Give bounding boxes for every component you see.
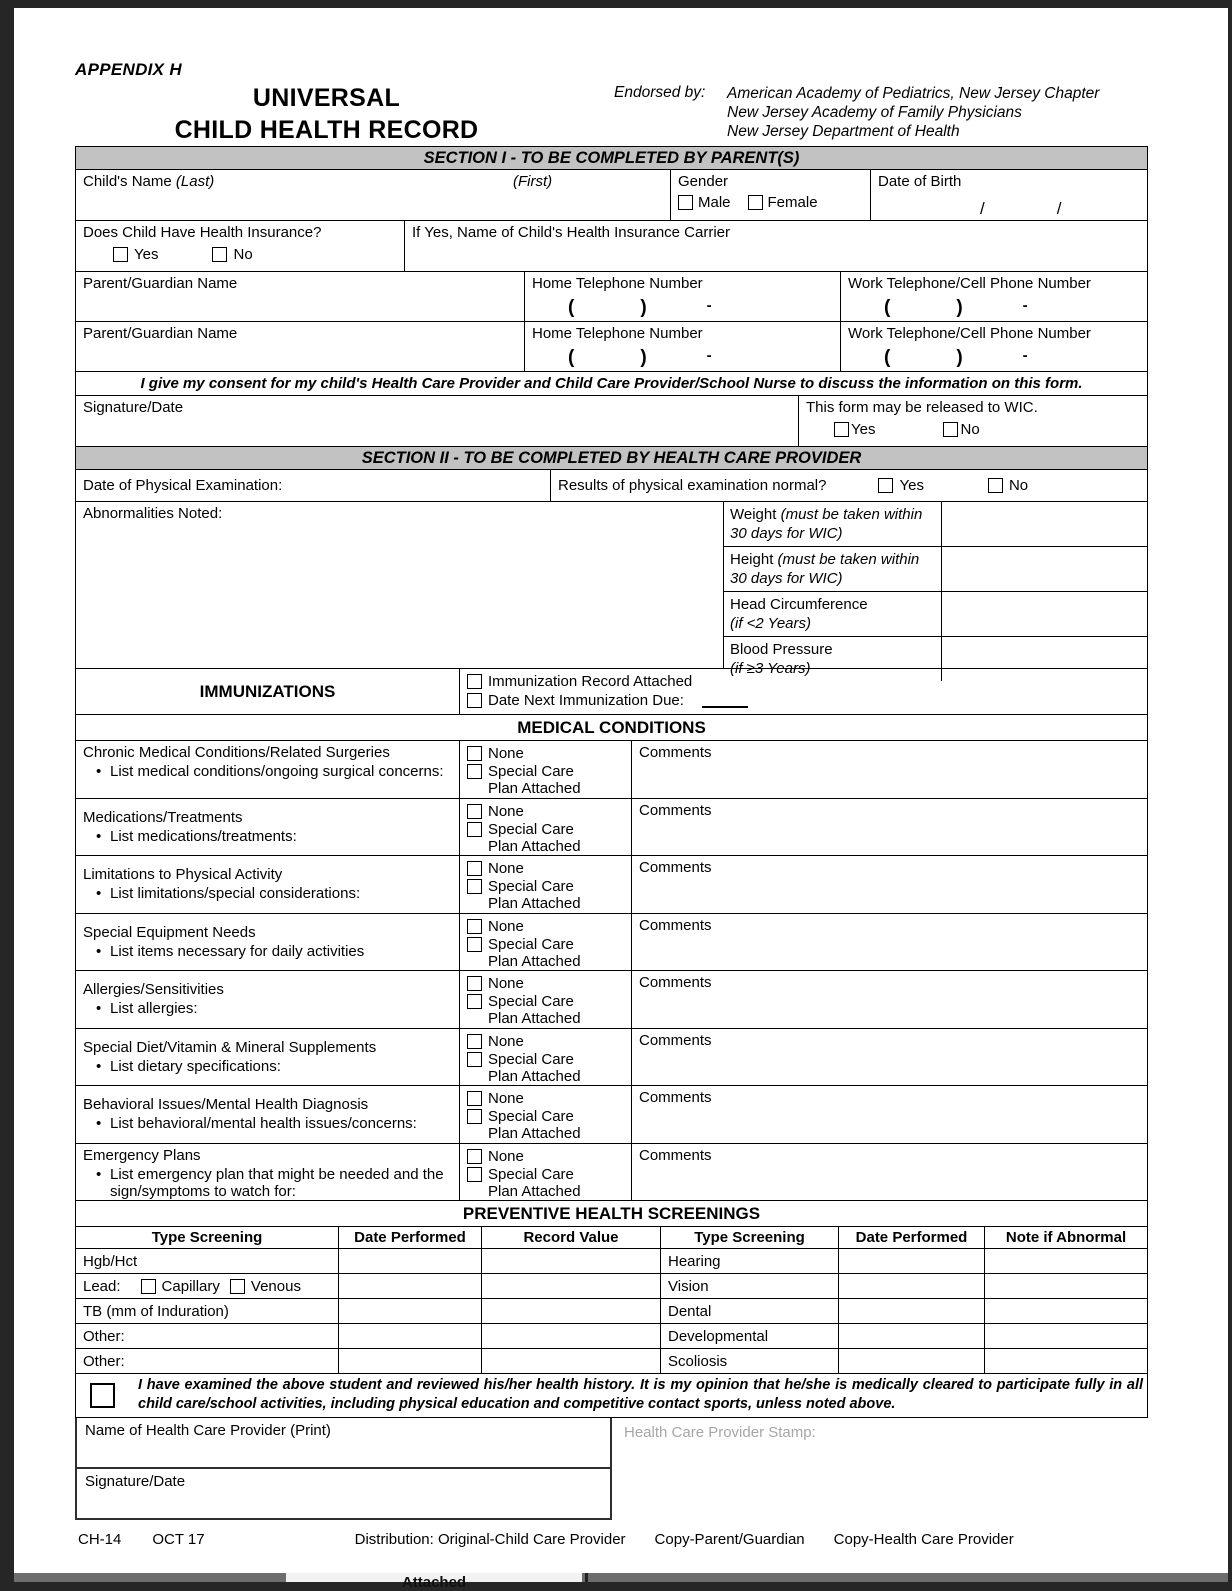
female-label: Female [767, 194, 818, 211]
lead-capillary-checkbox[interactable] [141, 1279, 156, 1294]
consent-statement: I give my consent for my child's Health Care Provider and Child Care Provider/School Nurse to discuss the information on this form. [76, 372, 1147, 396]
column-header: Date Performed [339, 1227, 482, 1248]
condition-checkbox-cell [460, 741, 632, 798]
next-page-fragment [14, 1573, 1228, 1591]
measurement-value-cell [942, 592, 1147, 636]
special-care-plan-checkbox[interactable] [467, 1167, 482, 1182]
none-checkbox[interactable] [467, 976, 482, 991]
parent1-work-phone-field [841, 272, 1147, 321]
condition-bullet: • List medical conditions/ongoing surgical concerns: [83, 763, 452, 780]
screening-type: Developmental [661, 1324, 839, 1348]
condition-checkbox-cell [460, 1144, 632, 1201]
section2-header: SECTION II - TO BE COMPLETED BY HEALTH CARE PROVIDER [76, 447, 1147, 470]
measurement-value-cell [942, 502, 1147, 546]
note-abnormal-cell [985, 1349, 1147, 1373]
immunizations-label: IMMUNIZATIONS [76, 669, 460, 714]
condition-title: Chronic Medical Conditions/Related Surgeries [83, 744, 390, 761]
none-checkbox[interactable] [467, 1091, 482, 1106]
last-label: (Last) [175, 173, 215, 190]
work-phone-label: Work Telephone/Cell Phone Number [848, 325, 1091, 342]
first-label: (First) [513, 173, 553, 190]
special-care-plan-label: Special Care Plan Attached [488, 1050, 581, 1085]
none-label: None [488, 860, 524, 877]
condition-bullet: • List emergency plan that might be needed and the sign/symptoms to watch for: [83, 1166, 452, 1200]
parent-name-label: Parent/Guardian Name [83, 325, 238, 342]
screening-type-lead [76, 1274, 339, 1298]
date-performed-cell [339, 1249, 482, 1273]
screening-type: Scoliosis [661, 1349, 839, 1373]
insurance-carrier-field [405, 221, 1147, 271]
condition-row [76, 741, 1147, 799]
record-value-cell [482, 1299, 661, 1323]
condition-bullet: • List dietary specifications: [83, 1058, 452, 1075]
gender-field [671, 170, 871, 220]
date-of-birth-blank [878, 199, 1140, 219]
none-checkbox[interactable] [467, 1149, 482, 1164]
column-header: Record Value [482, 1227, 661, 1248]
attestation-checkbox-cell [76, 1374, 128, 1417]
none-label: None [488, 802, 524, 820]
condition-row [76, 1029, 1147, 1087]
comments-label: Comments [639, 744, 712, 761]
screening-type: Vision [661, 1274, 839, 1298]
date-performed-cell [839, 1299, 985, 1323]
dash: - [706, 347, 712, 364]
special-care-plan-label: Special Care Plan Attached [488, 1165, 581, 1200]
phone-blank [532, 347, 833, 369]
parent1-home-phone-field [525, 272, 841, 321]
special-care-plan-checkbox[interactable] [467, 1052, 482, 1067]
screening-type: Hgb/Hct [76, 1249, 339, 1273]
none-label: None [488, 917, 524, 935]
paren-open: ( [884, 297, 891, 318]
comments-cell [632, 914, 1147, 971]
comments-cell [632, 1029, 1147, 1086]
wic-label: This form may be released to WIC. [806, 399, 1038, 416]
measurement-note: (must be taken within 30 days for WIC) [730, 506, 923, 542]
exam-row [76, 470, 1147, 502]
insurance-question-field [76, 221, 405, 271]
condition-title: Behavioral Issues/Mental Health Diagnosis [83, 1096, 369, 1113]
provider-area [75, 1418, 1148, 1520]
endorser: New Jersey Department of Health [727, 123, 960, 140]
provider-stamp-label: Health Care Provider Stamp: [624, 1424, 816, 1441]
note-abnormal-cell [985, 1274, 1147, 1298]
date-performed-cell [339, 1299, 482, 1323]
note-abnormal-cell [985, 1249, 1147, 1273]
dash: - [1022, 347, 1028, 364]
date-performed-cell [339, 1349, 482, 1373]
measurement-row [724, 502, 1147, 547]
condition-bullet: • List behavioral/mental health issues/concerns: [83, 1115, 452, 1132]
next-page-divider [585, 1573, 588, 1582]
screening-row [76, 1274, 1147, 1299]
signature-row [76, 396, 1147, 447]
condition-checkbox-cell [460, 914, 632, 971]
page-title [154, 82, 499, 146]
none-label: None [488, 975, 524, 992]
special-care-plan-checkbox[interactable] [467, 994, 482, 1009]
parent-signature-field [76, 396, 799, 446]
abnormalities-row [76, 502, 1147, 677]
date-performed-cell [839, 1324, 985, 1348]
condition-checkbox-cell [460, 971, 632, 1028]
appendix-label: APPENDIX H [75, 60, 182, 79]
dash: - [1022, 297, 1028, 314]
female-checkbox[interactable] [748, 195, 763, 210]
measurement-value-cell [942, 547, 1147, 591]
paren-close: ) [956, 297, 963, 318]
none-checkbox[interactable] [467, 804, 482, 819]
none-checkbox[interactable] [467, 746, 482, 761]
results-no-checkbox[interactable] [988, 478, 1003, 493]
male-checkbox[interactable] [678, 195, 693, 210]
screening-type: TB (mm of Induration) [76, 1299, 339, 1323]
capillary-label: Capillary [161, 1277, 220, 1295]
screening-type: Other: [76, 1324, 339, 1348]
insurance-row [76, 221, 1147, 272]
condition-row [76, 1144, 1147, 1202]
condition-bullet: • List items necessary for daily activities [83, 943, 452, 960]
screening-type: Dental [661, 1299, 839, 1323]
attestation-checkbox[interactable] [90, 1383, 115, 1408]
exam-results-label: Results of physical examination normal? [558, 477, 827, 494]
condition-title-cell [76, 914, 460, 971]
title-line-1: UNIVERSAL [252, 84, 401, 112]
condition-bullet: • List medications/treatments: [83, 828, 452, 845]
condition-title-cell [76, 799, 460, 856]
comments-cell [632, 971, 1147, 1028]
child-name-row [76, 170, 1147, 221]
footer [75, 1531, 1148, 1548]
screening-row [76, 1349, 1147, 1374]
form-table [75, 146, 1148, 1418]
endorser: New Jersey Academy of Family Physicians [727, 104, 1022, 121]
special-care-plan-label: Special Care Plan Attached [488, 935, 581, 970]
special-care-plan-checkbox[interactable] [467, 764, 482, 779]
special-care-plan-checkbox[interactable] [467, 879, 482, 894]
next-immunization-blank [702, 694, 748, 708]
provider-name-label: Name of Health Care Provider (Print) [85, 1422, 331, 1439]
parent1-row [76, 272, 1147, 322]
special-care-plan-label: Special Care Plan Attached [488, 1108, 581, 1142]
parent-name-label: Parent/Guardian Name [83, 275, 238, 292]
special-care-plan-label: Special Care Plan Attached [488, 763, 581, 797]
immunization-record-checkbox[interactable] [467, 674, 482, 689]
paren-close: ) [640, 297, 647, 318]
dash: - [706, 297, 712, 314]
next-immunization-checkbox[interactable] [467, 693, 482, 708]
endorsement-block [614, 84, 1099, 141]
exam-results-field [551, 470, 1147, 501]
measurement-label: Height [730, 551, 774, 568]
comments-label: Comments [639, 1031, 712, 1049]
no-label: No [233, 246, 253, 263]
form-revision: OCT 17 [152, 1531, 205, 1548]
comments-cell [632, 799, 1147, 856]
insurance-question-label: Does Child Have Health Insurance? [83, 224, 322, 241]
provider-signature-field [77, 1469, 610, 1518]
measurement-label: Head Circumference [730, 596, 868, 613]
measurements-table [724, 502, 1147, 677]
distribution-note: Distribution: Original-Child Care Provider [354, 1531, 626, 1548]
title-line-2: CHILD HEALTH RECORD [174, 116, 479, 144]
yes-label: Yes [899, 477, 924, 494]
condition-row [76, 799, 1147, 857]
home-phone-label: Home Telephone Number [532, 275, 703, 292]
condition-title: Limitations to Physical Activity [83, 866, 283, 883]
parent1-name-field [76, 272, 525, 321]
paren-open: ( [884, 347, 891, 368]
screenings-header: PREVENTIVE HEALTH SCREENINGS [76, 1201, 1147, 1227]
condition-title: Allergies/Sensitivities [83, 981, 224, 998]
exam-date-field [76, 470, 551, 501]
abnormalities-label: Abnormalities Noted: [83, 505, 223, 522]
phone-blank [532, 297, 833, 319]
date-of-birth-field [871, 170, 1147, 220]
parent2-row [76, 322, 1147, 372]
lead-label: Lead: [83, 1277, 121, 1295]
date-performed-cell [339, 1324, 482, 1348]
condition-checkbox-cell [460, 856, 632, 913]
date-performed-cell [839, 1249, 985, 1273]
record-value-cell [482, 1274, 661, 1298]
comments-cell [632, 1144, 1147, 1201]
condition-title-cell [76, 741, 460, 798]
comments-label: Comments [639, 859, 712, 876]
special-care-plan-label: Special Care Plan Attached [488, 878, 581, 912]
none-checkbox[interactable] [467, 861, 482, 876]
screenings-column-headers [76, 1227, 1147, 1249]
condition-title-cell [76, 1029, 460, 1086]
yes-label: Yes [851, 421, 876, 438]
child-name-field [76, 170, 671, 220]
next-immunization-label: Date Next Immunization Due: [488, 692, 684, 709]
parent2-home-phone-field [525, 322, 841, 371]
exam-date-label: Date of Physical Examination: [83, 477, 283, 494]
condition-title-cell [76, 1086, 460, 1143]
dob-slash: / [980, 199, 985, 218]
immunization-record-label: Immunization Record Attached [488, 673, 693, 690]
wic-yes-checkbox[interactable] [834, 422, 849, 437]
copy-note: Copy-Health Care Provider [833, 1531, 1014, 1548]
screening-row [76, 1299, 1147, 1324]
condition-row [76, 1086, 1147, 1144]
endorser: American Academy of Pediatrics, New Jersey Chapter [727, 85, 1100, 102]
none-checkbox[interactable] [467, 919, 482, 934]
column-header: Date Performed [839, 1227, 985, 1248]
insurance-no-checkbox[interactable] [212, 247, 227, 262]
condition-bullet: • List limitations/special considerations: [83, 885, 452, 902]
comments-label: Comments [639, 1089, 712, 1106]
none-label: None [488, 1032, 524, 1050]
no-label: No [1008, 477, 1029, 494]
home-phone-label: Home Telephone Number [532, 325, 703, 342]
condition-row [76, 856, 1147, 914]
condition-title-cell [76, 856, 460, 913]
condition-row [76, 914, 1147, 972]
special-care-plan-label: Special Care Plan Attached [488, 820, 581, 855]
none-label: None [488, 745, 524, 762]
section1-header: SECTION I - TO BE COMPLETED BY PARENT(S) [76, 147, 1147, 170]
column-header: Type Screening [661, 1227, 839, 1248]
paren-open: ( [568, 297, 575, 318]
measurement-note: (must be taken within 30 days for WIC) [730, 551, 920, 587]
form-number: CH-14 [78, 1531, 122, 1548]
record-value-cell [482, 1349, 661, 1373]
paren-open: ( [568, 347, 575, 368]
condition-title: Special Diet/Vitamin & Mineral Supplements [83, 1038, 377, 1056]
wic-no-checkbox[interactable] [943, 422, 958, 437]
condition-checkbox-cell [460, 799, 632, 856]
gender-label: Gender [678, 173, 729, 190]
special-care-plan-label: Special Care Plan Attached [488, 993, 581, 1027]
screening-row [76, 1324, 1147, 1349]
male-label: Male [698, 194, 731, 211]
condition-checkbox-cell [460, 1029, 632, 1086]
immunizations-field [460, 669, 1147, 714]
venous-label: Venous [250, 1277, 301, 1295]
condition-bullet: • List allergies: [83, 1000, 452, 1017]
condition-checkbox-cell [460, 1086, 632, 1143]
comments-label: Comments [639, 801, 712, 819]
measurement-note: (if <2 Years) [730, 615, 812, 632]
record-value-cell [482, 1324, 661, 1348]
next-page-partial-text: Attached [401, 1574, 467, 1591]
provider-signature-label: Signature/Date [85, 1473, 186, 1490]
dob-slash: / [1056, 199, 1062, 218]
no-label: No [960, 421, 980, 438]
measurement-label: Weight [730, 506, 777, 523]
condition-row [76, 971, 1147, 1029]
screening-row [76, 1249, 1147, 1274]
work-phone-label: Work Telephone/Cell Phone Number [848, 275, 1091, 292]
date-performed-cell [339, 1274, 482, 1298]
phone-blank [848, 347, 1140, 369]
paren-close: ) [640, 347, 647, 368]
provider-name-field [77, 1418, 610, 1469]
measurement-row [724, 547, 1147, 592]
attestation-row [76, 1374, 1147, 1417]
comments-label: Comments [639, 974, 712, 991]
lead-venous-checkbox[interactable] [230, 1279, 245, 1294]
provider-boxes [75, 1418, 612, 1520]
measurement-note: (if ≥3 Years) [730, 660, 811, 677]
yes-label: Yes [134, 246, 159, 263]
signature-label: Signature/Date [83, 399, 184, 416]
results-yes-checkbox[interactable] [878, 478, 893, 493]
attestation-text: I have examined the above student and reviewed his/her health history. It is my opinion that he/she is medically cleared to participate fully in all child care/school activities, including physical education and competitive contact sports, unless noted above. [138, 1377, 1143, 1412]
column-header: Type Screening [76, 1227, 339, 1248]
comments-label: Comments [639, 1146, 712, 1164]
condition-title-cell [76, 971, 460, 1028]
none-checkbox[interactable] [467, 1034, 482, 1049]
document-page [14, 8, 1228, 1573]
special-care-plan-checkbox[interactable] [467, 937, 482, 952]
condition-title: Special Equipment Needs [83, 923, 256, 941]
column-header: Note if Abnormal [1005, 1229, 1127, 1246]
screening-type: Other: [76, 1349, 339, 1373]
note-abnormal-cell [985, 1324, 1147, 1348]
condition-title: Emergency Plans [83, 1146, 201, 1164]
special-care-plan-checkbox[interactable] [467, 1109, 482, 1124]
comments-label: Comments [639, 916, 712, 934]
abnormalities-field [76, 502, 724, 668]
paren-close: ) [956, 347, 963, 368]
insurance-yes-checkbox[interactable] [113, 247, 128, 262]
child-name-label: Child's Name [83, 173, 172, 190]
copy-note: Copy-Parent/Guardian [654, 1531, 805, 1548]
parent2-work-phone-field [841, 322, 1147, 371]
next-page-cell [286, 1573, 582, 1591]
date-of-birth-label: Date of Birth [878, 173, 962, 190]
comments-cell [632, 856, 1147, 913]
date-performed-cell [839, 1274, 985, 1298]
none-label: None [488, 1090, 524, 1107]
none-label: None [488, 1147, 524, 1165]
screening-type: Hearing [661, 1249, 839, 1273]
endorsed-by-label: Endorsed by: [614, 84, 706, 101]
phone-blank [848, 297, 1140, 319]
date-performed-cell [839, 1349, 985, 1373]
measurement-row [724, 592, 1147, 637]
measurement-label: Blood Pressure [730, 641, 833, 658]
medical-conditions-header: MEDICAL CONDITIONS [76, 715, 1147, 741]
wic-release-field [799, 396, 1147, 446]
note-abnormal-cell [985, 1299, 1147, 1323]
comments-cell [632, 741, 1147, 798]
condition-title: Medications/Treatments [83, 808, 243, 826]
record-value-cell [482, 1249, 661, 1273]
comments-cell [632, 1086, 1147, 1143]
immunizations-row [76, 669, 1147, 715]
parent2-name-field [76, 322, 525, 371]
special-care-plan-checkbox[interactable] [467, 822, 482, 837]
condition-title-cell [76, 1144, 460, 1201]
insurance-carrier-label: If Yes, Name of Child's Health Insurance Carrier [412, 224, 731, 241]
